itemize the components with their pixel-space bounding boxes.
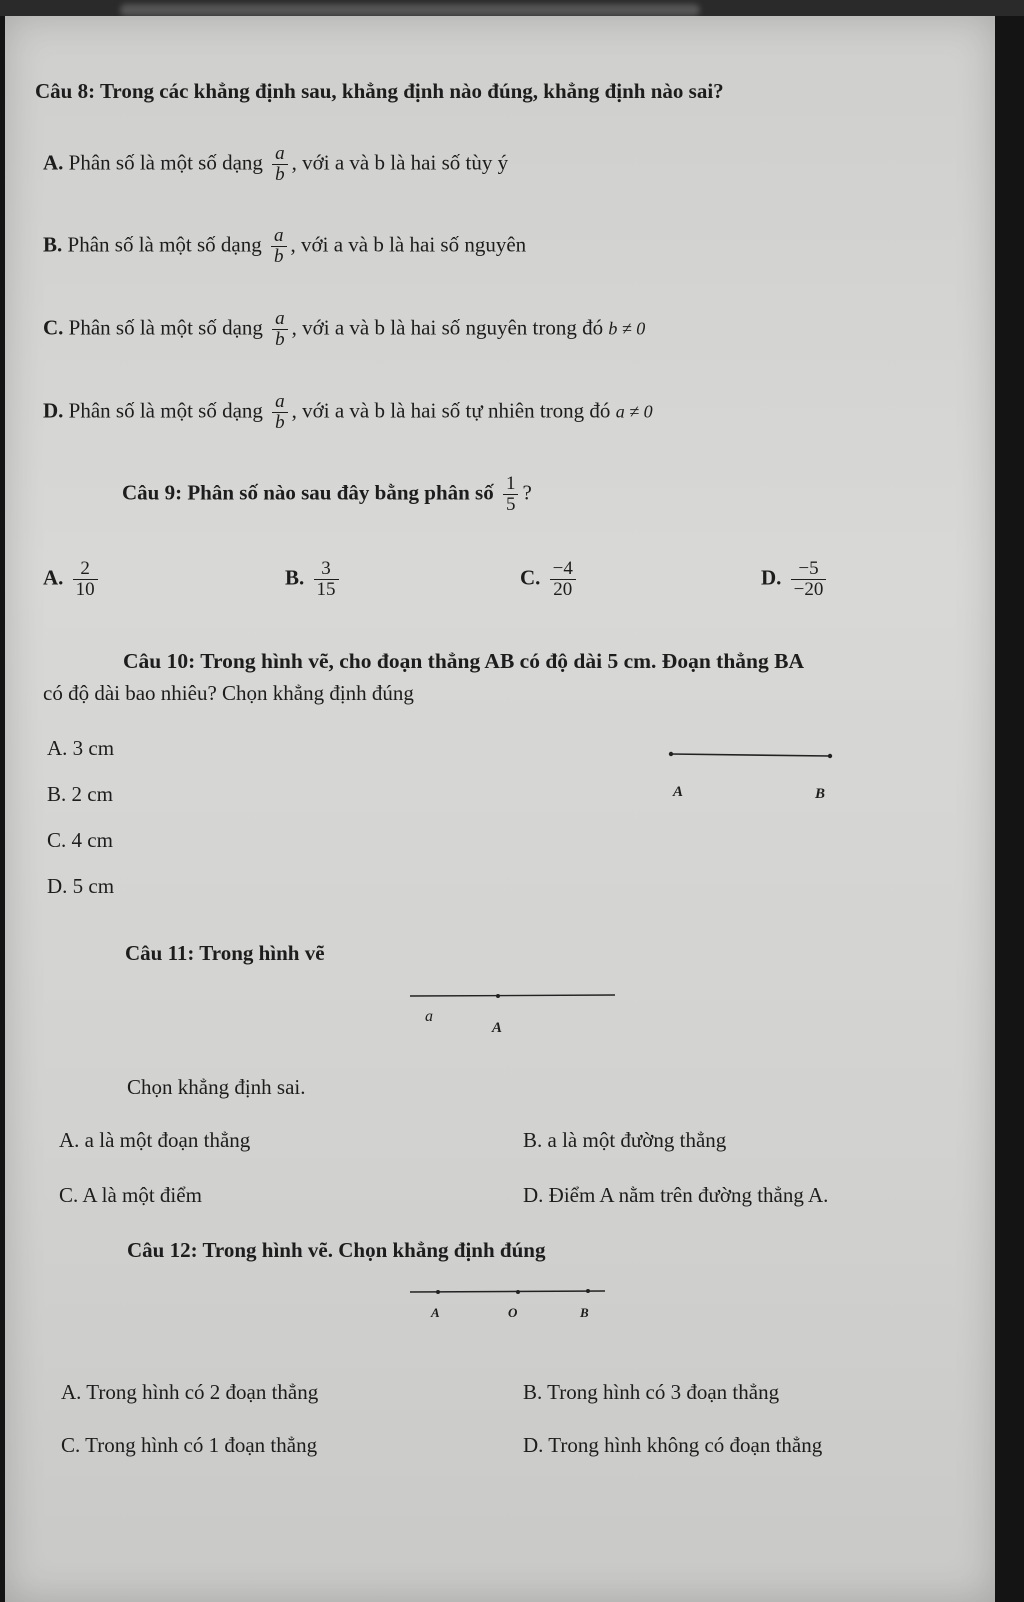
option-label: B. <box>285 565 305 590</box>
q8-option-d <box>43 392 653 433</box>
point-b <box>828 754 832 758</box>
fraction <box>272 392 288 433</box>
q9-option-b <box>285 559 343 600</box>
segment-ab <box>671 754 830 756</box>
option-text-tail: , với a và b là hai số nguyên trong đó <box>291 315 604 340</box>
q11-line-figure <box>410 990 620 1006</box>
q10-label-b: B <box>815 786 826 802</box>
option-label: B. <box>43 232 63 257</box>
q12-option-c: C. Trong hình có 1 đoạn thẳng <box>61 1433 318 1457</box>
q11-title-text: Câu 11: Trong hình vẽ <box>125 941 325 965</box>
photo-top-edge <box>0 0 1024 16</box>
photo-shadow <box>120 4 700 16</box>
q8-title: Câu 8: Trong các khẳng định sau, khẳng định nào đúng, khẳng định nào sai? <box>35 79 724 103</box>
fraction-numerator: 1 <box>503 474 519 495</box>
option-label: D. <box>43 398 64 423</box>
q11-option-c: C. A là một điểm <box>59 1183 202 1207</box>
fraction-denominator: b <box>274 245 284 267</box>
fraction <box>314 559 339 600</box>
point-a <box>669 752 673 756</box>
fraction-numerator: a <box>271 226 287 247</box>
condition: a ≠ 0 <box>615 401 653 422</box>
q12-label-a: A <box>431 1305 440 1320</box>
fraction <box>550 559 576 600</box>
q12-option-a: A. Trong hình có 2 đoạn thẳng <box>61 1380 319 1404</box>
option-label: D. <box>761 565 782 590</box>
fraction <box>791 559 827 600</box>
q10-option-b: B. 2 cm <box>47 782 113 806</box>
fraction-numerator: 3 <box>314 559 339 580</box>
option-text-tail: , với a và b là hai số nguyên <box>290 232 527 257</box>
q11-option-b: B. a là một đường thẳng <box>523 1128 727 1152</box>
fraction-numerator: a <box>272 392 288 413</box>
q11-label-line-a: a <box>425 1008 433 1025</box>
q9-option-d <box>761 559 830 600</box>
fraction-denominator: −20 <box>793 578 824 600</box>
q10-option-d: D. 5 cm <box>47 874 115 898</box>
fraction-numerator: −5 <box>791 559 827 580</box>
q9-title <box>122 474 532 515</box>
q10-option-c: C. 4 cm <box>47 828 113 852</box>
fraction <box>272 144 288 185</box>
q11-prompt: Chọn khẳng định sai. <box>127 1075 306 1099</box>
fraction-denominator: b <box>275 328 285 350</box>
q9-option-a <box>43 559 102 600</box>
fraction-numerator: a <box>272 144 288 165</box>
line-a <box>410 995 615 996</box>
fraction <box>73 559 98 600</box>
q10-segment-figure <box>665 746 845 766</box>
q12-label-o: O <box>508 1305 518 1320</box>
q12-title-text: Câu 12: Trong hình vẽ. Chọn khẳng định đúng <box>127 1238 546 1262</box>
q10-option-a: A. 3 cm <box>47 736 115 760</box>
q9-option-c <box>520 559 580 600</box>
fraction <box>503 474 519 515</box>
q10-title-line2: có độ dài bao nhiêu? Chọn khẳng định đúng <box>43 681 414 705</box>
point-a <box>436 1290 440 1294</box>
option-label: C. <box>520 565 541 590</box>
question-mark: ? <box>522 480 532 505</box>
point-b <box>586 1289 590 1293</box>
fraction-denominator: 20 <box>553 578 573 600</box>
fraction-denominator: b <box>275 411 285 433</box>
q12-label-b: B <box>580 1305 589 1320</box>
option-text: Phân số là một số dạng <box>68 398 263 423</box>
fraction-numerator: −4 <box>550 559 576 580</box>
option-text: Phân số là một số dạng <box>68 315 263 340</box>
q8-option-c <box>43 309 645 350</box>
worksheet-page <box>5 16 995 1602</box>
q8-option-b <box>43 226 526 267</box>
point-a <box>496 994 500 998</box>
q9-title-text: Câu 9: Phân số nào sau đây bằng phân số <box>122 480 494 505</box>
q10-label-a: A <box>673 784 684 800</box>
fraction <box>271 226 287 267</box>
q11-label-point-a: A <box>492 1020 503 1036</box>
q11-option-d: D. Điểm A nằm trên đường thẳng A. <box>523 1183 829 1207</box>
fraction-numerator: 2 <box>73 559 98 580</box>
q12-title <box>127 1238 545 1262</box>
fraction-denominator: 10 <box>75 578 95 600</box>
condition: b ≠ 0 <box>608 318 646 339</box>
option-text-tail: , với a và b là hai số tùy ý <box>291 150 509 175</box>
option-text: Phân số là một số dạng <box>67 232 262 257</box>
q10-title-line1 <box>123 649 804 674</box>
q12-line-figure <box>410 1286 610 1300</box>
point-o <box>516 1290 520 1294</box>
fraction-denominator: 5 <box>505 493 516 515</box>
option-text: Phân số là một số dạng <box>68 150 263 175</box>
fraction <box>272 309 288 350</box>
option-label: A. <box>43 565 64 590</box>
fraction-numerator: a <box>272 309 288 330</box>
option-text-tail: , với a và b là hai số tự nhiên trong đó <box>291 398 611 423</box>
q10-title-text: Câu 10: Trong hình vẽ, cho đoạn thẳng AB có độ dài 5 cm. Đoạn thẳng BA <box>123 649 804 673</box>
q8-option-a <box>43 144 508 185</box>
q11-option-a: A. a là một đoạn thẳng <box>59 1128 251 1152</box>
option-label: C. <box>43 315 64 340</box>
q12-option-d: D. Trong hình không có đoạn thẳng <box>523 1433 823 1457</box>
q11-title <box>125 941 325 965</box>
fraction-denominator: b <box>275 163 285 185</box>
option-label: A. <box>43 150 64 175</box>
q12-option-b: B. Trong hình có 3 đoạn thẳng <box>523 1380 780 1404</box>
fraction-denominator: 15 <box>316 578 336 600</box>
